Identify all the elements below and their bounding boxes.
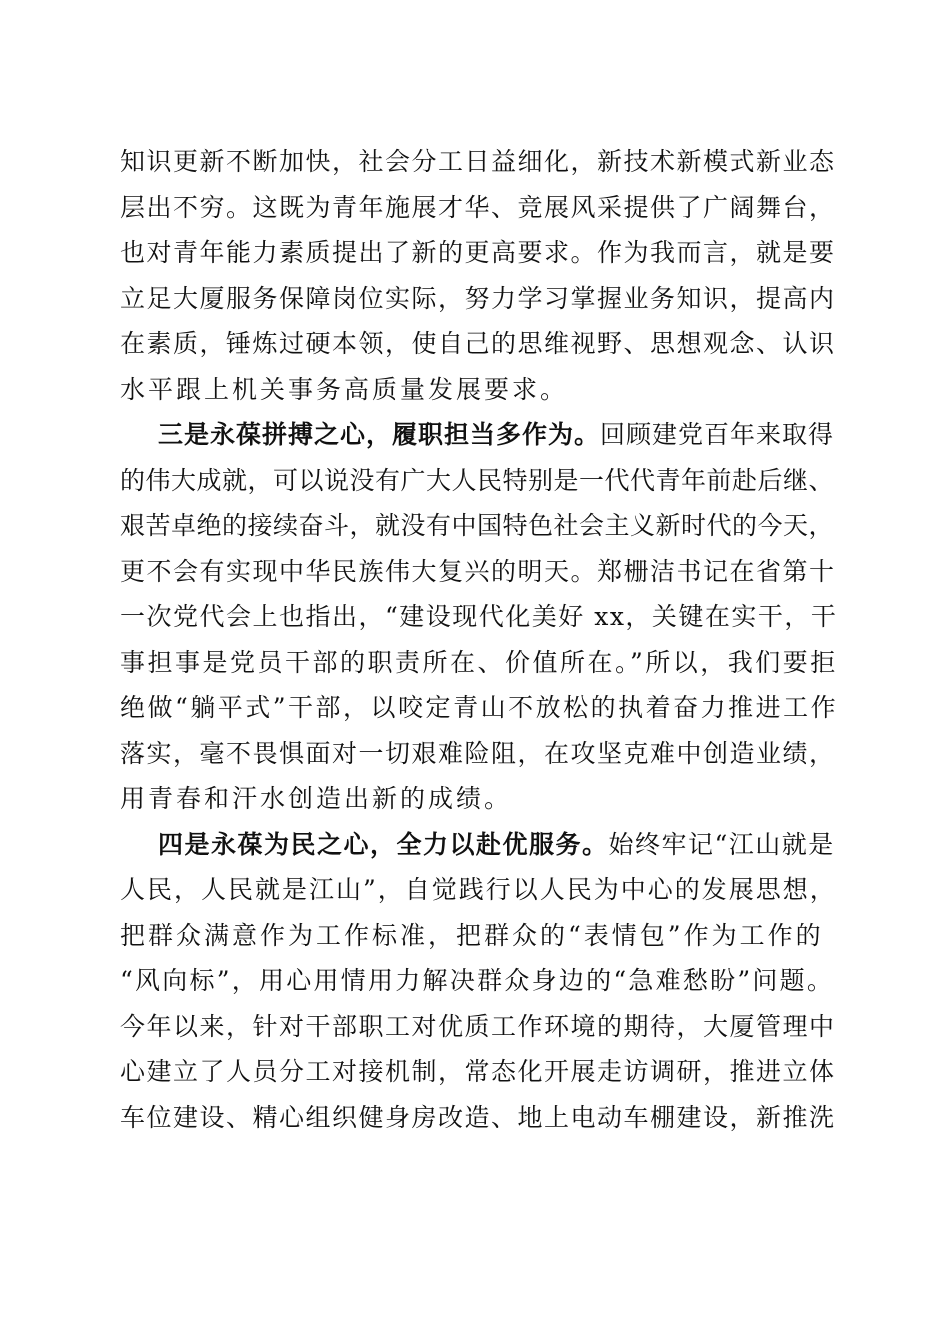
text-line: 落实，毫不畏惧面对一切艰难险阻，在攻坚克难中创造业绩， xyxy=(120,739,836,768)
text-line: 心建立了人员分工对接机制，常态化开展走访调研，推进立体 xyxy=(120,1057,836,1086)
text-line: 水平跟上机关事务高质量发展要求。 xyxy=(120,375,569,404)
text-line: 事担事是党员干部的职责所在、价值所在。”所以，我们要拒 xyxy=(120,648,838,677)
text-line: 把群众满意作为工作标准，把群众的“表情包”作为工作的 xyxy=(120,921,824,950)
text-line: 也对青年能力素质提出了新的更高要求。作为我而言，就是要 xyxy=(120,238,836,267)
text-line: “风向标”，用心用情用力解决群众身边的“急难愁盼”问题。 xyxy=(120,966,835,995)
text-run: 始终牢记“江山就是 xyxy=(608,830,835,859)
text-line: 一次党代会上也指出，“建设现代化美好 xx，关键在实干，干 xyxy=(120,602,838,631)
text-run: 回顾建党百年来取得 xyxy=(600,420,835,449)
text-line: 今年以来，针对干部职工对优质工作环境的期待，大厦管理中 xyxy=(120,1012,836,1041)
paragraph-first-line xyxy=(158,825,840,865)
text-line: 用青春和汗水创造出新的成绩。 xyxy=(120,784,513,813)
text-line: 车位建设、精心组织健身房改造、地上电动车棚建设，新推洗 xyxy=(120,1103,836,1132)
text-line: 在素质，锤炼过硬本领，使自己的思维视野、思想观念、认识 xyxy=(120,329,836,358)
paragraph-heading: 三是永葆拼搏之心，履职担当多作为。 xyxy=(158,420,601,449)
text-line: 层出不穷。这既为青年施展才华、竞展风采提供了广阔舞台， xyxy=(120,193,836,222)
text-line: 艰苦卓绝的接续奋斗，就没有中国特色社会主义新时代的今天， xyxy=(120,511,835,540)
text-line: 知识更新不断加快，社会分工日益细化，新技术新模式新业态 xyxy=(120,147,836,176)
text-line: 的伟大成就，可以说没有广大人民特别是一代代青年前赴后继、 xyxy=(120,466,835,495)
paragraph-heading: 四是永葆为民之心，全力以赴优服务。 xyxy=(158,830,609,859)
text-line: 立足大厦服务保障岗位实际，努力学习掌握业务知识，提高内 xyxy=(120,284,836,313)
text-line: 人民，人民就是江山”，自觉践行以人民为中心的发展思想， xyxy=(120,875,837,904)
text-line: 更不会有实现中华民族伟大复兴的明天。郑栅洁书记在省第十 xyxy=(120,557,836,586)
text-line: 绝做“躺平式”干部，以咬定青山不放松的执着奋力推进工作 xyxy=(120,693,839,722)
paragraph-first-line xyxy=(158,415,840,455)
